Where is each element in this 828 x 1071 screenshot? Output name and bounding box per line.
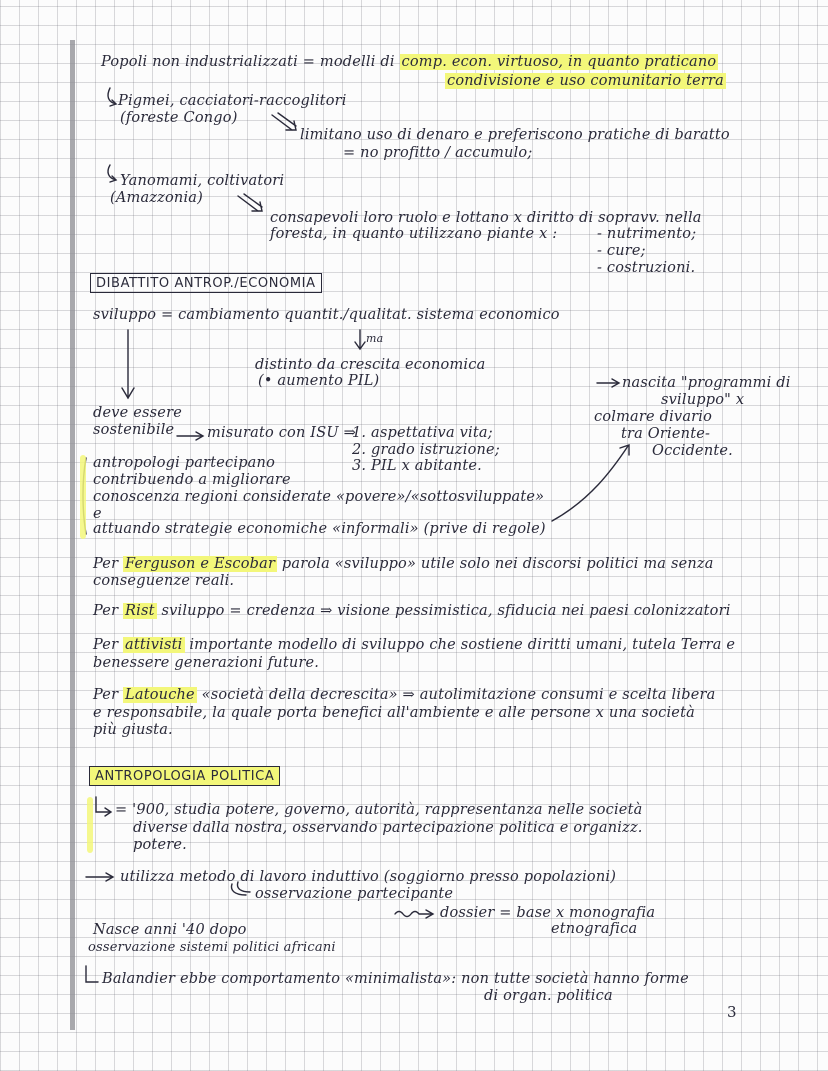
yanomami-desc1: consapevoli loro ruolo e lottano x diritto di sopravv. nella — [270, 210, 702, 226]
highlight: condivisione e uso comunitario terra — [447, 73, 724, 89]
double-arrow-icon — [232, 882, 250, 895]
balandier-line1: Balandier ebbe comportamento «minimalista»: non tutte società hanno forme — [102, 971, 689, 987]
balandier-line2: di organ. politica — [484, 988, 613, 1004]
politica-line2: diverse dalla nostra, osservando partecipazione politica e organizz. — [133, 820, 643, 836]
nasce-line1: Nasce anni '40 dopo — [93, 922, 247, 938]
highlight: comp. econ. virtuoso, in quanto praticano — [401, 54, 717, 70]
dibattito-heading: DIBATTITO ANTROP./ECONOMIA — [90, 273, 322, 293]
nascita-line: colmare divario — [594, 409, 713, 425]
nascita-line: Occidente. — [652, 443, 733, 459]
nascita-line: tra Oriente- — [621, 426, 711, 442]
isu-item: 1. aspettativa vita; — [352, 425, 493, 441]
highlight: Ferguson e Escobar — [125, 556, 276, 572]
attivisti-line1: Per attivisti importante modello di sviluppo che sostiene diritti umani, tutela Terra e — [93, 637, 736, 653]
yanomami-use: - costruzioni. — [597, 260, 696, 276]
highlight: Latouche — [125, 687, 195, 703]
page-number: 3 — [727, 1003, 737, 1021]
deve-line1: deve essere — [93, 405, 183, 421]
curved-arrow-icon — [108, 88, 116, 104]
dossier-line1: dossier = base x monografia — [440, 905, 656, 921]
pigmei-desc2: = no profitto / accumulo; — [343, 145, 533, 161]
ferguson-line2: conseguenze reali. — [93, 573, 235, 589]
curved-arrow-icon — [86, 966, 98, 982]
antro-line: contribuendo a migliorare — [93, 472, 291, 488]
double-arrow-icon — [238, 194, 262, 211]
curved-arrow-icon — [552, 446, 628, 521]
curved-arrow-icon — [108, 165, 116, 180]
yanomami-desc2: foresta, in quanto utilizzano piante x : — [270, 226, 558, 242]
politica-line1: = '900, studia potere, governo, autorità, rappresentanza nelle società — [115, 802, 643, 818]
nascita-line: sviluppo" x — [661, 392, 745, 408]
latouche-line3: più giusta. — [93, 722, 173, 738]
rist-line: Per Rist sviluppo = credenza ⇒ visione pessimistica, sfiducia nei paesi colonizzatori — [93, 603, 731, 619]
squiggle-arrow-icon — [395, 912, 432, 917]
isu-item: 3. PIL x abitante. — [352, 458, 482, 474]
dossier-line2: etnografica — [551, 921, 638, 937]
deve-line2: sostenibile — [93, 422, 175, 438]
attivisti-line2: benessere generazioni future. — [93, 655, 320, 671]
antro-line: e — [93, 506, 102, 522]
antro-line: attuando strategie economiche «informali» (prive di regole) — [93, 521, 546, 537]
distinto-line2: (• aumento PIL) — [258, 373, 380, 389]
pigmei-name: Pigmei, cacciatori-raccoglitori — [118, 93, 347, 109]
highlight: Rist — [125, 603, 155, 619]
pigmei-place: (foreste Congo) — [120, 110, 238, 126]
antro-line: conoscenza regioni considerate «povere»/«sottosviluppate» — [93, 489, 545, 505]
latouche-line1: Per Latouche «società della decrescita» ⇒ autolimitazione consumi e scelta libera — [93, 687, 716, 703]
yanomami-use: - cure; — [597, 243, 646, 259]
nascita-line: nascita "programmi di — [622, 375, 791, 391]
antro-line: antropologi partecipano — [93, 455, 275, 471]
yanomami-name: Yanomami, coltivatori — [120, 173, 285, 189]
distinto-line1: distinto da crescita economica — [255, 357, 486, 373]
industr-line1: Popoli non industrializzati = modelli di comp. econ. virtuoso, in quanto praticano — [101, 54, 717, 70]
nasce-line2: osservazione sistemi politici africani — [88, 940, 336, 955]
ferguson-line1: Per Ferguson e Escobar parola «sviluppo» utile solo nei discorsi politici ma senza — [93, 556, 714, 572]
misurato-text: misurato con ISU ⇒ — [207, 425, 356, 441]
sviluppo-def: sviluppo = cambiamento quantit./qualitat. sistema economico — [93, 307, 560, 323]
pigmei-desc1: limitano uso di denaro e preferiscono pratiche di baratto — [300, 127, 730, 143]
politica-heading: ANTROPOLOGIA POLITICA — [89, 766, 280, 786]
osservazione-line: osservazione partecipante — [255, 886, 454, 902]
politica-line3: potere. — [133, 837, 187, 853]
ma-label: ma — [366, 332, 384, 345]
highlight: attivisti — [125, 637, 183, 653]
yanomami-place: (Amazzonia) — [110, 190, 204, 206]
yanomami-use: - nutrimento; — [597, 226, 697, 242]
double-arrow-icon — [272, 113, 296, 130]
isu-item: 2. grado istruzione; — [352, 442, 500, 458]
latouche-line2: e responsabile, la quale porta benefici all'ambiente e alle persone x una società — [93, 705, 695, 721]
metodo-line: utilizza metodo di lavoro induttivo (soggiorno presso popolazioni) — [120, 869, 617, 885]
